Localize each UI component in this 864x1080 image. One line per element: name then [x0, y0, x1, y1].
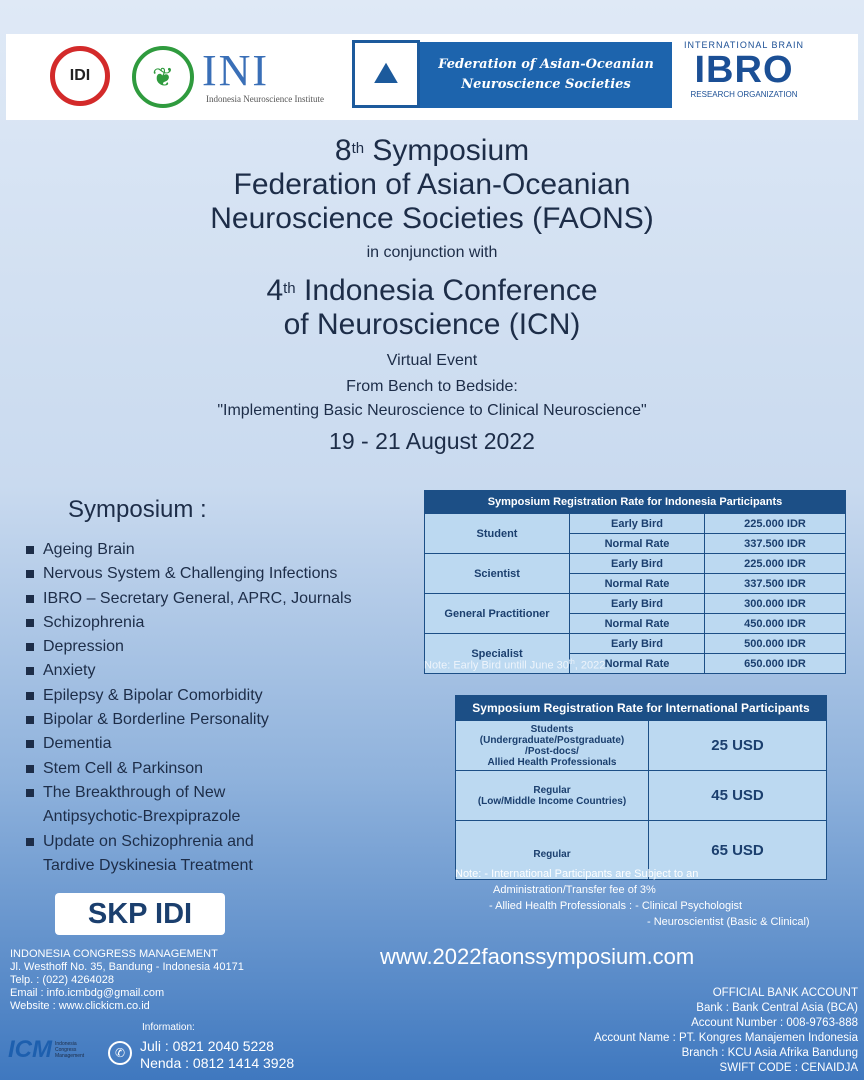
icm-logo-text: ICM	[8, 1036, 52, 1063]
rate-type: Early Bird	[570, 554, 705, 574]
topic-item: The Breakthrough of New	[24, 781, 414, 805]
rate-price: 450.000 IDR	[705, 614, 846, 634]
skp-idi-badge: SKP IDI	[55, 893, 225, 935]
indonesia-table-title: Symposium Registration Rate for Indonesia Participants	[425, 491, 846, 514]
topic-item: Nervous System & Challenging Infections	[24, 562, 414, 586]
conference-ordinal: 4	[266, 274, 284, 307]
leaf-icon: ❦	[152, 61, 174, 92]
rate-type: Normal Rate	[570, 534, 705, 554]
bank-title: OFFICIAL BANK ACCOUNT	[712, 987, 858, 999]
rate-price: 337.500 IDR	[705, 534, 846, 554]
logo-bar	[6, 34, 858, 120]
intl-category-line: (Low/Middle Income Countries)	[477, 795, 627, 807]
event-dates: 19 - 21 August 2022	[329, 428, 535, 454]
conjunction-text: in conjunction with	[366, 244, 498, 261]
faons-banner	[420, 42, 672, 108]
ibro-logo	[678, 40, 810, 114]
whatsapp-icon: ✆	[108, 1041, 132, 1065]
bank-name: Bank : Bank Central Asia (BCA)	[696, 1002, 858, 1014]
faons-emblem	[352, 40, 420, 108]
topic-item-continuation	[24, 854, 414, 878]
early-bird-note-sup: th	[568, 659, 575, 666]
icm-logo-sub3: Management	[55, 1053, 85, 1059]
international-table-title: Symposium Registration Rate for International Participants	[456, 696, 827, 721]
intl-price: 25 USD	[649, 721, 827, 771]
company-info	[10, 948, 244, 1013]
virtual-event-text: Virtual Event	[386, 352, 478, 369]
intl-category-line: /Post-docs/	[525, 745, 579, 757]
rate-type: Normal Rate	[570, 654, 705, 674]
idi-logo-text: IDI	[69, 67, 91, 84]
rate-price: 500.000 IDR	[705, 634, 846, 654]
intl-category-line: Students	[530, 723, 574, 735]
note-line: Note: - International Participants are Subject to an	[455, 868, 699, 880]
contact-nenda[interactable]: Nenda : 0812 1414 3928	[140, 1055, 295, 1071]
conference-line1	[0, 274, 864, 308]
ibro-top-text: INTERNATIONAL BRAIN	[683, 40, 804, 50]
theme-line1: From Bench to Bedside:	[346, 378, 518, 395]
rate-type: Normal Rate	[570, 614, 705, 634]
title-line1	[0, 134, 864, 168]
rate-price: 337.500 IDR	[705, 574, 846, 594]
topic-item: Update on Schizophrenia and	[24, 830, 414, 854]
title-line2: Federation of Asian-Oceanian	[233, 168, 631, 201]
rate-price: 650.000 IDR	[705, 654, 846, 674]
intl-category-line: Regular	[533, 849, 571, 860]
topic-list	[24, 538, 414, 878]
company-address: Jl. Westhoff No. 35, Bandung - Indonesia 40171	[10, 961, 244, 973]
rate-category: Scientist	[425, 554, 570, 594]
indonesia-rate-table	[424, 490, 846, 674]
intl-category-line: (Undergraduate/Postgraduate)	[479, 734, 625, 746]
company-name: INDONESIA CONGRESS MANAGEMENT	[10, 948, 218, 960]
topic-item-continuation	[24, 805, 414, 829]
ini-logo-text: INI	[202, 46, 270, 95]
topic-item: Ageing Brain	[24, 538, 414, 562]
note-line: - Allied Health Professionals : - Clinical Psychologist	[489, 900, 743, 912]
rate-type: Early Bird	[570, 514, 705, 534]
note-line: - Neuroscientist (Basic & Clinical)	[647, 916, 810, 928]
topic-item: Anxiety	[24, 659, 414, 683]
intl-category	[456, 721, 649, 771]
topic-item: Schizophrenia	[24, 611, 414, 635]
rate-price: 300.000 IDR	[705, 594, 846, 614]
idi-logo	[50, 46, 110, 106]
conference-ordinal-suffix: th	[283, 280, 296, 297]
topic-item: IBRO – Secretary General, APRC, Journals	[24, 587, 414, 611]
early-bird-note	[424, 659, 605, 672]
conference-line2: of Neuroscience (ICN)	[283, 308, 581, 341]
bank-account-number: Account Number : 008-9763-888	[691, 1017, 858, 1029]
company-phone: Telp. : (022) 4264028	[10, 974, 114, 986]
rate-type: Normal Rate	[570, 574, 705, 594]
idi-seal-logo	[132, 46, 194, 108]
bank-branch: Branch : KCU Asia Afrika Bandung	[681, 1047, 858, 1059]
rate-category: General Practitioner	[425, 594, 570, 634]
rate-category: Student	[425, 514, 570, 554]
early-bird-note-year: , 2022	[574, 659, 606, 672]
title-ordinal: 8	[334, 134, 352, 167]
contact-juli[interactable]: Juli : 0821 2040 5228	[140, 1038, 274, 1054]
topic-item: Epilepsy & Bipolar Comorbidity	[24, 684, 414, 708]
bank-swift: SWIFT CODE : CENAIDJA	[719, 1062, 858, 1074]
note-line: Administration/Transfer fee of 3%	[493, 884, 656, 896]
icm-logo-sub1: Indonesia	[55, 1041, 77, 1047]
rate-type: Early Bird	[570, 634, 705, 654]
title-line3: Neuroscience Societies (FAONS)	[210, 202, 654, 235]
intl-category-line: Allied Health Professionals	[487, 756, 617, 768]
topic-item: Depression	[24, 635, 414, 659]
conference-name: Indonesia Conference	[295, 274, 598, 307]
theme-line2: "Implementing Basic Neuroscience to Clinical Neuroscience"	[217, 402, 647, 419]
company-website[interactable]: Website : www.clickicm.co.id	[10, 1000, 150, 1012]
early-bird-note-text: Note: Early Bird untill June 30	[424, 659, 569, 672]
brain-icon: ⛰	[373, 57, 399, 90]
intl-price: 65 USD	[649, 821, 827, 880]
icm-logo-sub2: Congress	[55, 1047, 77, 1053]
rate-type: Early Bird	[570, 594, 705, 614]
topic-item: Bipolar & Borderline Personality	[24, 708, 414, 732]
intl-category	[456, 771, 649, 821]
symposium-heading: Symposium :	[68, 496, 207, 523]
contact-phones	[140, 1038, 294, 1072]
rate-price: 225.000 IDR	[705, 514, 846, 534]
company-email[interactable]: Email : info.icmbdg@gmail.com	[10, 987, 165, 999]
title-ordinal-suffix: th	[351, 140, 365, 157]
faons-banner-line2: Neuroscience Societies	[461, 77, 631, 92]
icm-logo-subtitle	[55, 1041, 84, 1059]
ibro-main-text: IBRO	[694, 49, 794, 91]
ibro-bottom-text: RESEARCH ORGANIZATION	[690, 90, 798, 99]
information-label: Information:	[142, 1022, 195, 1033]
bank-account-name: Account Name : PT. Kongres Manajemen Indonesia	[593, 1032, 858, 1044]
ini-logo-subtitle: Indonesia Neuroscience Institute	[206, 94, 324, 104]
international-note	[455, 866, 810, 930]
topic-item: Dementia	[24, 732, 414, 756]
icm-logo	[8, 1032, 96, 1068]
intl-category-line: Regular	[533, 784, 571, 796]
international-rate-table	[455, 695, 827, 880]
rate-category: Specialist	[425, 634, 570, 674]
symposium-website-link[interactable]: www.2022faonssymposium.com	[380, 944, 695, 969]
intl-price: 45 USD	[649, 771, 827, 821]
rate-price: 225.000 IDR	[705, 554, 846, 574]
faons-banner-line1: Federation of Asian-Oceanian	[438, 57, 654, 72]
ini-logo	[202, 48, 352, 112]
topic-item: Stem Cell & Parkinson	[24, 757, 414, 781]
bank-account-info	[594, 986, 858, 1076]
topic-continuation-text: Tardive Dyskinesia Treatment	[43, 856, 253, 874]
title-symposium: Symposium	[364, 134, 530, 167]
topic-continuation-text: Antipsychotic-Brexpiprazole	[43, 808, 241, 826]
